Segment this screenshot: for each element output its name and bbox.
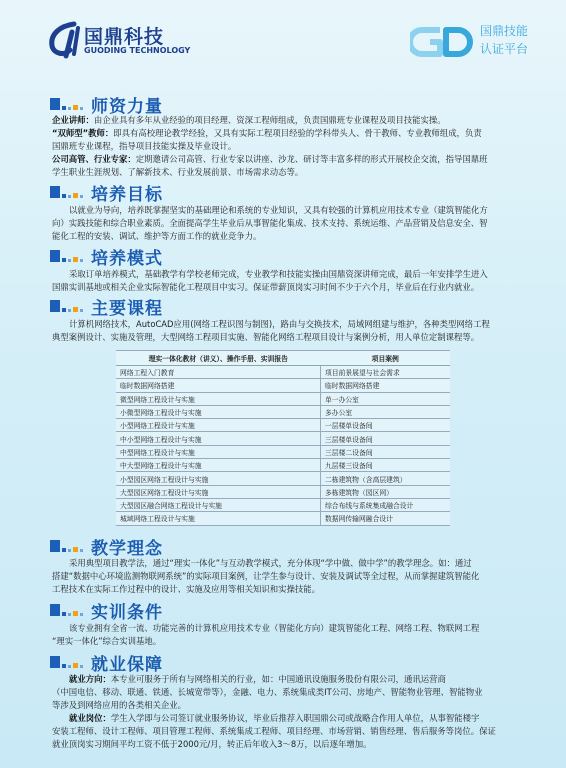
teaching-text: 采用典型项目教学法，通过“理实一体化”与互动教学模式，充分体现“学中做、做中学”的教学理念。如：通过 搭建“数据中心环境监测物联网系统”的实际项目案例，让学生参与设计、安装及调试等全过程，从而掌握建筑智能化 工程技术在实际工作过程中的设计、实施及应用等相关知识和实操技能。 — [52, 558, 480, 594]
table-row: 大型园区网络工程设计与实施 多栋建筑物（园区网） — [116, 485, 450, 498]
table-row: 小型园区网络工程设计与实施 二栋建筑物（含高层建筑） — [116, 472, 450, 485]
table-row: 小微型网络工程设计与实施 多办公室 — [116, 405, 450, 418]
guoding-logo-icon — [44, 20, 88, 60]
header — [0, 0, 566, 80]
gd-platform-logo-icon — [410, 24, 476, 60]
section-bullet-icon — [50, 656, 85, 668]
table-header-materials: 理实一体化教材（讲义）、操作手册、实训报告 — [116, 351, 321, 366]
section-title-employment: 就业保障 — [50, 652, 163, 672]
company-name: 国鼎科技 — [84, 26, 165, 48]
courses-text: 计算机网络技术，AutoCAD应用(网络工程识图与制图)，路由与交换技术，局域网组建与维护，各种类型网络工程 典型案例设计、实施及管理，大型网络工程项目实施、智能化网络工程项目设计与案例分析，用人单位定制课程等。 — [52, 319, 490, 342]
table-row: 网络工程入门教育 项目前景展望与社会需求 — [116, 366, 450, 379]
section-title-goal: 培养目标 — [50, 182, 163, 202]
section-title-courses: 主要课程 — [50, 296, 163, 316]
table-row: 大型园区融合网络工程设计与实施 综合布线与系统集成融合设计 — [116, 498, 450, 511]
section-bullet-icon — [50, 250, 85, 262]
section-title-mode: 培养模式 — [50, 246, 163, 266]
section-title-training: 实训条件 — [50, 600, 163, 620]
employment-text: 就业方向：本专业可服务于所有与网络相关的行业，如：中国通讯设施服务股份有限公司，通讯运营商 （中国电信、移动、联通、铁通、长城宽带等），金融、电力、系统集成类IT公司、房地产、智能物业管理、智能物业 等涉及到网络应用的各类相关企业。 就业岗位：学生入学即与公司签订就业服务协议，毕业后推荐入职国鼎公司或战略合作用人单位，从事智能楼宇 安装工程师、设计工程师、项目管理工程师、系统集成工程师、项目经理、市场营销、销售经理、售后服务等岗位。保证 就业顶岗实习期间平均工资不低于2000元/月，转正后年收入3～8万，以后逐年增加。 — [52, 674, 496, 749]
section-bullet-icon — [50, 98, 85, 110]
course-table — [116, 350, 450, 526]
table-row: 城域网络工程设计与实施 数据网传输网融合设计 — [116, 512, 450, 525]
table-row: 中小型网络工程设计与实施 三层楼单设备间 — [116, 432, 450, 445]
training-text: 该专业拥有全省一流、功能完善的计算机应用技术专业（智能化方向）建筑智能化工程、网络工程、物联网工程 “理实一体化”综合实训基地。 — [52, 623, 480, 646]
platform-name-line1: 国鼎技能 — [480, 24, 529, 38]
faculty-text: 企业讲师：由企业具有多年从业经验的项目经理、资深工程师组成，负责国鼎班专业课程及项目技能实操。 “双师型”教师：即具有高校理论教学经验，又具有实际工程项目经验的学科带头人、骨干教师、专业教师组成，负责 国鼎班专业课程，指导项目技能实操及毕业设计。 公司高管、行业专家：定期邀请公司高管、行业专家以讲座、沙龙、研讨等丰富多样的形式开展校企交流，指导国鼎班 学生职业生涯规划、了解新技术、行业发展前景、市场需求动态等。 — [52, 115, 488, 177]
table-row: 小型网络工程设计与实施 一层楼单设备间 — [116, 419, 450, 432]
platform-name-line2: 认证平台 — [480, 42, 529, 56]
section-bullet-icon — [50, 540, 85, 552]
section-title-faculty: 师资力量 — [50, 94, 163, 114]
table-row: 微型网络工程设计与实施 单一办公室 — [116, 392, 450, 405]
section-title-teaching: 教学理念 — [50, 536, 163, 556]
table-row: 中大型网络工程设计与实施 九层楼三设备间 — [116, 459, 450, 472]
section-bullet-icon — [50, 604, 85, 616]
section-bullet-icon — [50, 300, 85, 312]
table-row: 临时数据网络搭建 临时数据网络搭建 — [116, 379, 450, 392]
section-bullet-icon — [50, 186, 85, 198]
table-header-row — [116, 351, 450, 366]
mode-text: 采取订单培养模式，基础教学有学校老师完成，专业教学和技能实操由国鼎资深讲师完成，最后一年安排学生进入 国鼎实训基地或相关企业实际智能化工程项目中实习。保证带薪顶岗实习时间不少于六个月，毕业后在行业内就业。 — [52, 269, 488, 292]
table-header-cases: 项目案例 — [321, 351, 451, 366]
table-row: 中型网络工程设计与实施 三层楼二设备间 — [116, 445, 450, 458]
goal-text: 以就业为导向，培养既掌握坚实的基础理论和系统的专业知识，又具有较强的计算机应用技术专业（建筑智能化方 向）实践技能和综合职业素质。全面提高学生毕业后从事智能化集成、技术支持、系统运维、产品营销及信息安全、智 能化工程的安装、调试、维护等方面工作的就业竞争力。 — [52, 205, 488, 241]
company-name-en: GUODING TECHNOLOGY — [84, 46, 191, 55]
